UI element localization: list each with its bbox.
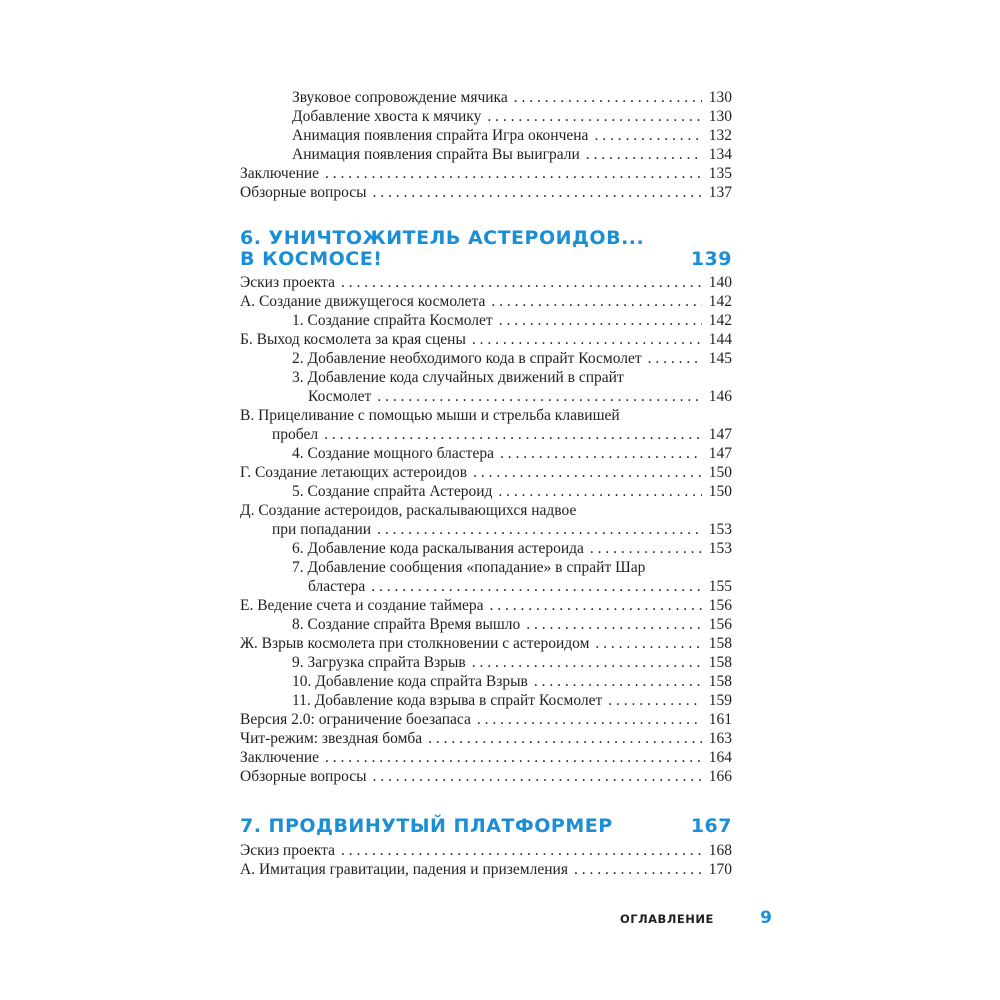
chapter-title: 6. УНИЧТОЖИТЕЛЬ АСТЕРОИДОВ... xyxy=(240,227,645,249)
toc-entry-title: Эскиз проекта xyxy=(240,274,335,291)
leader-dots xyxy=(595,634,702,653)
toc-entry-title: бластера xyxy=(308,578,366,595)
toc-entry-title: Заключение xyxy=(240,165,320,182)
toc-entry-title: Заключение xyxy=(240,749,320,766)
toc-entry-page: 158 xyxy=(708,673,732,690)
toc-entry-title: Анимация появления спрайта Игра окончена xyxy=(292,127,589,144)
toc-entry[interactable] xyxy=(240,615,732,634)
leader-dots xyxy=(500,444,702,463)
toc-entry-page: 168 xyxy=(708,842,732,859)
leader-dots xyxy=(341,841,702,860)
toc-entry-page: 159 xyxy=(708,692,732,709)
toc-entry-title: Б. Выход космолета за края сцены xyxy=(240,331,466,348)
toc-entry-page: 130 xyxy=(708,89,732,106)
toc-entry-title: Звуковое сопровождение мячика xyxy=(292,89,508,106)
toc-entry-page: 158 xyxy=(708,654,732,671)
toc-entry-title: Космолет xyxy=(308,388,372,405)
toc-entry[interactable] xyxy=(240,145,732,164)
leader-dots xyxy=(324,425,702,444)
toc-entry[interactable] xyxy=(240,539,732,558)
toc-entry-page: 153 xyxy=(708,540,732,557)
toc-entry-title: А. Создание движущегося космолета xyxy=(240,293,486,310)
leader-dots xyxy=(490,596,702,615)
toc-entry[interactable] xyxy=(240,164,732,183)
toc-entry[interactable] xyxy=(240,672,732,691)
leader-dots xyxy=(498,482,702,501)
toc-entry[interactable] xyxy=(240,444,732,463)
toc-entry[interactable] xyxy=(240,710,732,729)
toc-entry[interactable] xyxy=(240,748,732,767)
toc-entry-page: 144 xyxy=(708,331,732,348)
toc-entry[interactable] xyxy=(240,126,732,145)
leader-dots xyxy=(373,767,702,786)
toc-entry-page: 140 xyxy=(708,274,732,291)
toc-top-section xyxy=(240,88,732,202)
toc-entry[interactable] xyxy=(240,520,732,539)
toc-entry-title: Обзорные вопросы xyxy=(240,768,367,785)
leader-dots xyxy=(473,463,702,482)
leader-dots xyxy=(574,860,702,879)
page-number: 9 xyxy=(760,908,772,928)
toc-entry-title: А. Имитация гравитации, падения и приземления xyxy=(240,861,568,878)
toc-entry[interactable] xyxy=(240,729,732,748)
toc-chapter-6 xyxy=(240,273,732,786)
toc-entry[interactable] xyxy=(240,273,732,292)
toc-entry-page: 153 xyxy=(708,521,732,538)
toc-entry-title: Добавление хвоста к мячику xyxy=(292,108,482,125)
leader-dots xyxy=(590,539,702,558)
toc-entry-title: 10. Добавление кода спрайта Взрыв xyxy=(292,673,528,690)
toc-entry[interactable] xyxy=(240,107,732,126)
toc-entry[interactable] xyxy=(240,463,732,482)
toc-entry-page: 142 xyxy=(708,293,732,310)
toc-entry[interactable] xyxy=(240,292,732,311)
leader-dots xyxy=(594,126,702,145)
toc-entry-title: Эскиз проекта xyxy=(240,842,335,859)
leader-dots xyxy=(477,710,702,729)
toc-entry-page: 135 xyxy=(708,165,732,182)
toc-entry-title: 5. Создание спрайта Астероид xyxy=(292,483,493,500)
toc-entry-page: 161 xyxy=(708,711,732,728)
leader-dots xyxy=(325,164,702,183)
chapter-page: 139 xyxy=(690,248,732,270)
toc-entry[interactable] xyxy=(240,596,732,615)
toc-entry-page: 146 xyxy=(708,388,732,405)
toc-entry-page: 147 xyxy=(708,426,732,443)
toc-entry-page: 163 xyxy=(708,730,732,747)
toc-entry-page: 155 xyxy=(708,578,732,595)
toc-entry[interactable] xyxy=(240,860,732,879)
leader-dots xyxy=(371,577,702,596)
toc-entry-title: при попадании xyxy=(272,521,372,538)
toc-entry[interactable] xyxy=(240,634,732,653)
toc-entry[interactable] xyxy=(240,653,732,672)
footer-section-label: ОГЛАВЛЕНИЕ xyxy=(620,912,714,926)
toc-entry-title: 9. Загрузка спрайта Взрыв xyxy=(292,654,466,671)
leader-dots xyxy=(377,387,702,406)
toc-entry[interactable] xyxy=(240,349,732,368)
chapter-title: 7. ПРОДВИНУТЫЙ ПЛАТФОРМЕР xyxy=(240,815,613,837)
toc-entry-title-part[interactable]: Д. Создание астероидов, раскалывающихся надвое xyxy=(240,502,577,519)
leader-dots xyxy=(514,88,702,107)
toc-entry-page: 150 xyxy=(708,483,732,500)
toc-entry-page: 130 xyxy=(708,108,732,125)
leader-dots xyxy=(648,349,702,368)
toc-entry[interactable] xyxy=(240,482,732,501)
toc-entry[interactable] xyxy=(240,841,732,860)
leader-dots xyxy=(608,691,702,710)
toc-entry-title: Обзорные вопросы xyxy=(240,184,367,201)
toc-entry-page: 142 xyxy=(708,312,732,329)
leader-dots xyxy=(586,145,702,164)
toc-entry-title: 11. Добавление кода взрыва в спрайт Космолет xyxy=(292,692,603,709)
toc-entry-page: 156 xyxy=(708,616,732,633)
toc-entry-title: Е. Ведение счета и создание таймера xyxy=(240,597,484,614)
leader-dots xyxy=(491,292,702,311)
leader-dots xyxy=(534,672,702,691)
toc-entry-page: 156 xyxy=(708,597,732,614)
toc-entry[interactable] xyxy=(240,767,732,786)
toc-entry-page: 170 xyxy=(708,861,732,878)
toc-entry-page: 158 xyxy=(708,635,732,652)
chapter-7-heading[interactable] xyxy=(240,816,732,837)
page-footer xyxy=(620,908,772,928)
toc-entry-title: Ж. Взрыв космолета при столкновении с астероидом xyxy=(240,635,590,652)
leader-dots xyxy=(472,653,702,672)
chapter-6-heading[interactable] xyxy=(240,228,732,270)
toc-entry[interactable] xyxy=(240,330,732,349)
toc-entry-page: 166 xyxy=(708,768,732,785)
toc-entry[interactable] xyxy=(240,88,732,107)
toc-entry[interactable] xyxy=(240,387,732,406)
leader-dots xyxy=(325,748,702,767)
toc-entry-title-part[interactable]: В. Прицеливание с помощью мыши и стрельба клавишей xyxy=(240,407,620,424)
toc-entry-title: Г. Создание летающих астероидов xyxy=(240,464,468,481)
toc-entry-page: 150 xyxy=(708,464,732,481)
toc-entry[interactable] xyxy=(240,691,732,710)
leader-dots xyxy=(499,311,702,330)
toc-entry-title: 6. Добавление кода раскалывания астероида xyxy=(292,540,584,557)
leader-dots xyxy=(377,520,702,539)
leader-dots xyxy=(373,183,702,202)
leader-dots xyxy=(341,273,702,292)
toc-entry-title: 4. Создание мощного бластера xyxy=(292,445,494,462)
toc-entry-title: пробел xyxy=(272,426,319,443)
leader-dots xyxy=(472,330,702,349)
toc-entry[interactable] xyxy=(240,577,732,596)
toc-entry[interactable] xyxy=(240,183,732,202)
chapter-title: В КОСМОСЕ! xyxy=(240,248,383,270)
toc-entry-title: 2. Добавление необходимого кода в спрайт Космолет xyxy=(292,350,642,367)
toc-entry-page: 134 xyxy=(708,146,732,163)
leader-dots xyxy=(428,729,702,748)
leader-dots xyxy=(487,107,702,126)
toc-chapter-7 xyxy=(240,841,732,879)
toc-entry-page: 147 xyxy=(708,445,732,462)
chapter-page: 167 xyxy=(690,815,732,837)
toc-entry[interactable] xyxy=(240,311,732,330)
toc-entry-page: 137 xyxy=(708,184,732,201)
toc-entry-title-part[interactable]: 7. Добавление сообщения «попадание» в спрайт Шар xyxy=(292,559,646,576)
leader-dots xyxy=(526,615,702,634)
toc-entry-page: 164 xyxy=(708,749,732,766)
toc-entry[interactable] xyxy=(240,425,732,444)
toc-entry-title: 1. Создание спрайта Космолет xyxy=(292,312,493,329)
toc-entry-page: 145 xyxy=(708,350,732,367)
toc-entry-title: Чит-режим: звездная бомба xyxy=(240,730,423,747)
toc-entry-page: 132 xyxy=(708,127,732,144)
toc-entry-title: Версия 2.0: ограничение боезапаса xyxy=(240,711,471,728)
toc-entry-title: Анимация появления спрайта Вы выиграли xyxy=(292,146,580,163)
toc-entry-title-part[interactable]: 3. Добавление кода случайных движений в спрайт xyxy=(292,369,624,386)
toc-entry-title: 8. Создание спрайта Время вышло xyxy=(292,616,521,633)
